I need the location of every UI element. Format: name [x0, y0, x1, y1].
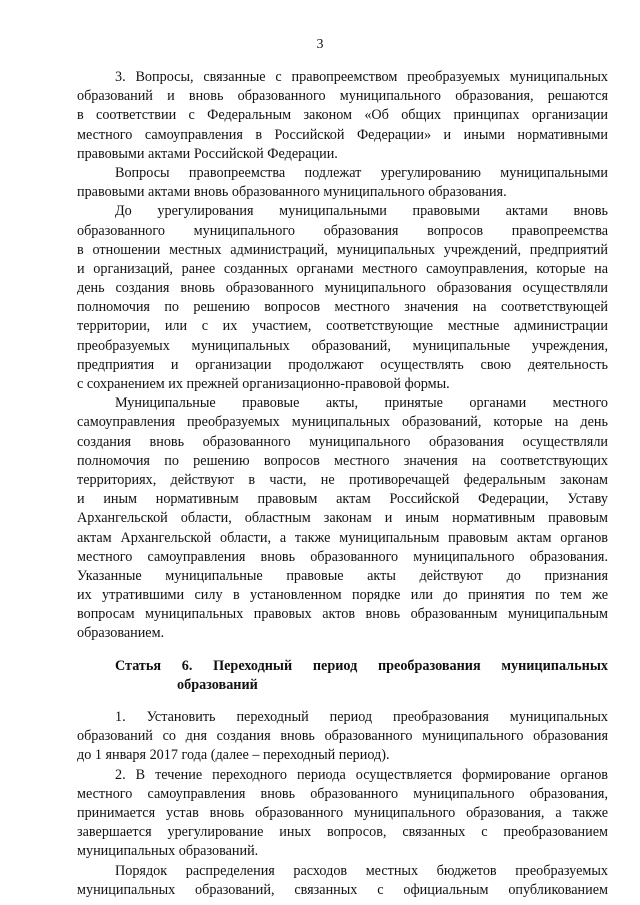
text-line: муниципальных образований, связанных с официальным опубликованием: [77, 881, 608, 898]
text-line: в соответствии с Федеральным законом «Об общих принципах организации: [77, 107, 608, 124]
text-line: Муниципальные правовые акты, принятые органами местного: [115, 395, 608, 412]
document-body: [77, 68, 608, 900]
text-line: самоуправления преобразуемых муниципальных образований, которые на день: [77, 414, 608, 431]
text-line: местного самоуправления вновь образованного муниципального образования,: [77, 785, 608, 802]
text-line: в отношении местных администраций, муниципальных учреждений, предприятий: [77, 241, 608, 258]
text-line: местного самоуправления вновь образованного муниципального образования.: [77, 548, 608, 565]
text-line: преобразуемых муниципальных образований, муниципальные учреждения,: [77, 337, 608, 354]
text-line: 2. В течение переходного периода осуществляется формирование органов: [115, 766, 608, 783]
page-number: 3: [316, 37, 324, 52]
text-line: их утратившими силу в установленном порядке или до принятия по тем же: [77, 587, 608, 604]
paragraph-transition-period: [77, 708, 608, 766]
article-title-line: Статья 6. Переходный период преобразования муниципальных: [115, 657, 608, 674]
text-line: местного самоуправления в Российской Федерации» и иными нормативными: [77, 126, 608, 143]
spacer: [77, 644, 608, 657]
text-line: вопросам муниципальных правовых актов вновь образованным муниципальным: [77, 606, 608, 623]
text-line: образований и вновь образованного муниципального образования, решаются: [77, 88, 608, 105]
text-line: правовыми актами Российской Федерации.: [77, 145, 338, 162]
paragraph-transition-activities: [77, 766, 608, 862]
text-line: до 1 января 2017 года (далее – переходный период).: [77, 747, 390, 764]
text-line: 1. Установить переходный период преобразования муниципальных: [115, 709, 608, 725]
text-line: 3. Вопросы, связанные с правопреемством преобразуемых муниципальных: [115, 69, 608, 85]
paragraph-succession-item-3: [77, 68, 608, 164]
text-line: образованного муниципального образования вопросов правопреемства: [77, 222, 608, 239]
text-line: Указанные муниципальные правовые акты действуют до признания: [77, 567, 608, 584]
text-line: день создания вновь образованного муниципального образования осуществляли: [77, 280, 608, 297]
text-line: образований со дня создания вновь образованного муниципального образования: [77, 728, 608, 745]
paragraph-budget-distribution: [77, 862, 608, 900]
text-line: правовыми актами вновь образованного муниципального образования.: [77, 184, 507, 201]
text-line: предприятия и организации продолжают осуществлять свою деятельность: [77, 356, 608, 373]
text-line: актам Архангельской области, а также муниципальным правовым актам органов: [77, 529, 608, 546]
paragraph-municipal-acts: [77, 394, 608, 643]
text-line: полномочия по решению вопросов местного значения на соответствующей: [77, 299, 608, 316]
text-line: Архангельской области, областным законам и иным нормативным правовым: [77, 510, 608, 527]
text-line: территориях, действуют в части, не противоречащей федеральным законам: [77, 471, 608, 488]
text-line: принимается устав вновь образованного муниципального образования, а также: [77, 804, 608, 821]
text-line: До урегулирования муниципальными правовыми актами вновь: [115, 203, 608, 220]
paragraph-interim-administrations: [77, 202, 608, 394]
spacer: [77, 695, 608, 708]
text-line: территории, или с их участием, соответствующие местные администрации: [77, 318, 608, 335]
text-line: муниципальных образований.: [77, 843, 259, 860]
text-line: Вопросы правопреемства подлежат урегулированию муниципальными: [115, 164, 608, 181]
text-line: и организаций, ранее созданных органами местного самоуправления, которые на: [77, 260, 608, 277]
text-line: завершается урегулирование иных вопросов, связанных с преобразованием: [77, 824, 608, 841]
text-line: образованием.: [77, 625, 165, 642]
article-heading: [77, 657, 608, 695]
text-line: полномочия по решению вопросов местного значения на соответствующих: [77, 452, 608, 469]
text-line: с сохранением их прежней организационно-правовой формы.: [77, 376, 450, 392]
text-line: и иным нормативным правовым актам Российской Федерации, Уставу: [77, 491, 608, 508]
text-line: создания вновь образованного муниципального образования осуществляли: [77, 433, 608, 450]
text-line: Порядок распределения расходов местных бюджетов преобразуемых: [115, 862, 608, 879]
paragraph-succession-regulation: [77, 164, 608, 202]
article-title-line: образований: [177, 676, 258, 693]
